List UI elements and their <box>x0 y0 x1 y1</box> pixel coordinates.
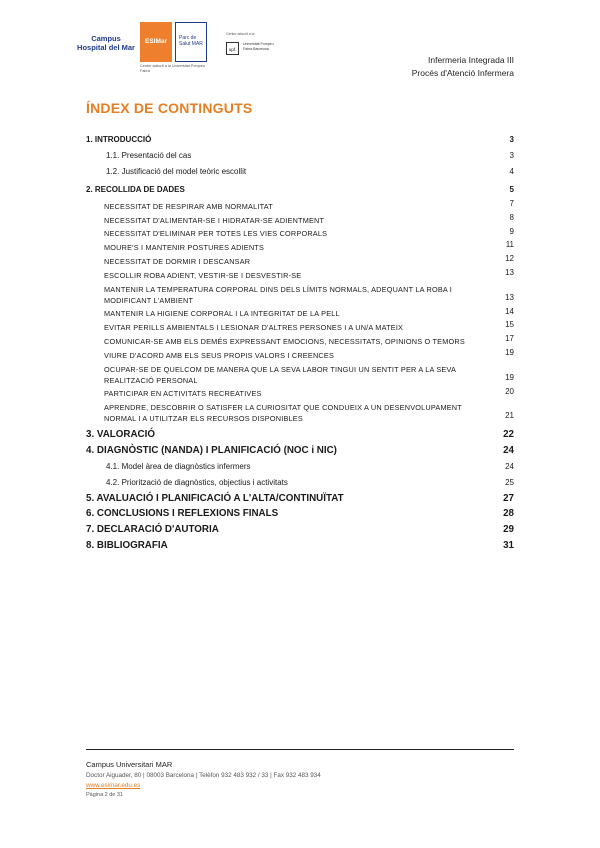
toc-entry-page: 22 <box>503 428 514 440</box>
header-course-info <box>412 54 514 80</box>
toc-entry[interactable] <box>86 148 514 164</box>
toc-entry[interactable] <box>86 388 514 399</box>
toc-entry-title: 1. INTRODUCCIÓ <box>86 135 152 144</box>
toc-entry-page: 21 <box>505 411 514 421</box>
toc-entry-title: EVITAR PERILLS AMBIENTALS I LESIONAR D'ALTRES PERSONES I A UN/A MATEIX <box>104 323 404 333</box>
toc-entry-title: 5. AVALUACIÓ I PLANIFICACIÓ A L'ALTA/CONTINUÏTAT <box>86 492 344 504</box>
toc-entry[interactable] <box>86 256 514 267</box>
toc-entry-page: 12 <box>505 254 514 264</box>
toc-entry[interactable] <box>86 201 514 212</box>
toc-entry-page: 8 <box>509 212 514 222</box>
toc-entry[interactable] <box>86 182 514 198</box>
esimar-logo: ESIMar <box>140 22 172 62</box>
toc-entry[interactable] <box>86 212 514 226</box>
toc-entry-page: 28 <box>503 508 514 520</box>
toc-entry-page: 7 <box>509 199 514 208</box>
toc-entry-page: 17 <box>505 334 514 344</box>
toc-entry[interactable] <box>86 132 514 148</box>
toc-entry[interactable] <box>86 347 514 361</box>
toc-entry-page: 27 <box>503 492 514 504</box>
campus-hospital-del-mar-logo: Campus Hospital del Mar <box>77 34 135 52</box>
toc-entry[interactable] <box>86 364 514 386</box>
toc-entry[interactable] <box>86 228 514 239</box>
toc-entry[interactable] <box>86 506 514 522</box>
toc-entry-page: 3 <box>509 135 514 144</box>
toc-entry-title: COMUNICAR-SE AMB ELS DEMÉS EXPRESSANT EMOCIONS, NECESSITATS, OPINIONS O TEMORS <box>104 336 465 346</box>
toc-entry[interactable] <box>86 322 514 333</box>
toc-entry-page: 14 <box>505 306 514 316</box>
toc-entry[interactable] <box>86 242 514 253</box>
toc-entry-page: 19 <box>505 372 514 382</box>
page-footer <box>86 759 514 800</box>
footer-website-link[interactable]: www.esimar.edu.es <box>86 782 141 789</box>
toc-entry-title: 2. RECOLLIDA DE DADES <box>86 185 185 194</box>
toc-entry[interactable] <box>86 164 514 180</box>
toc-entry-title: NECESSITAT DE DORMIR I DESCANSAR <box>104 256 251 266</box>
toc-entry-page: 4 <box>509 167 514 176</box>
toc-entry-page: 19 <box>505 347 514 357</box>
toc-entry[interactable] <box>86 443 514 459</box>
toc-entry[interactable] <box>86 522 514 538</box>
toc-entry-title: 6. CONCLUSIONS I REFLEXIONS FINALS <box>86 508 279 520</box>
toc-entry-title: 3. VALORACIÓ <box>86 428 155 440</box>
footer-divider <box>86 749 514 750</box>
toc-entry-title: NECESSITAT D'ALIMENTAR-SE I HIDRATAR-SE ADIENTMENT <box>104 215 325 225</box>
toc-entry-page: 3 <box>509 151 514 160</box>
toc-entry-title: ESCOLLIR ROBA ADIENT, VESTIR-SE I DESVESTIR-SE <box>104 270 302 280</box>
toc-entry[interactable] <box>86 267 514 281</box>
toc-entry[interactable] <box>86 308 514 319</box>
toc-entry[interactable] <box>86 475 514 491</box>
toc-entry[interactable] <box>86 459 514 475</box>
esimar-logo-subtext: Centre adscrit a la Universitat Pompeu Fabra <box>140 64 205 73</box>
toc-entry-title: PARTICIPAR EN ACTIVITATS RECREATIVES <box>104 389 262 399</box>
toc-entry-page: 5 <box>509 185 514 194</box>
toc-entry-title: NECESSITAT DE RESPIRAR AMB NORMALITAT <box>104 201 273 211</box>
toc-entry[interactable] <box>86 427 514 443</box>
toc-entry-page: 13 <box>505 292 514 302</box>
toc-entry-page: 15 <box>505 320 514 330</box>
toc-entry-title: 4. DIAGNÒSTIC (NANDA) I PLANIFICACIÓ (NOC i NIC) <box>86 444 337 456</box>
page-title: ÍNDEX DE CONTINGUTS <box>86 100 253 116</box>
toc-entry[interactable] <box>86 402 514 424</box>
toc-entry-page: 25 <box>505 477 514 487</box>
table-of-contents <box>86 130 514 554</box>
toc-entry[interactable] <box>86 538 514 554</box>
toc-entry-page: 24 <box>505 461 514 471</box>
upf-logo-name: Universitat Pompeu Fabra Barcelona <box>243 42 274 51</box>
toc-entry-title: 4.2. Priorització de diagnòstics, objectius i activitats <box>106 477 288 487</box>
footer-campus: Campus Universitari MAR <box>86 760 173 769</box>
toc-entry[interactable] <box>86 491 514 507</box>
course-name: Infermeria Integrada III <box>428 55 514 65</box>
toc-entry-title: 8. BIBLIOGRAFIA <box>86 539 168 551</box>
toc-entry-page: 29 <box>503 524 514 536</box>
toc-entry-title: 4.1. Model àrea de diagnòstics infermers <box>106 461 251 471</box>
toc-entry-page: 31 <box>503 539 514 551</box>
toc-entry[interactable] <box>86 284 514 306</box>
page-header <box>0 0 600 90</box>
toc-entry-title: MOURE'S I MANTENIR POSTURES ADIENTS <box>104 243 265 253</box>
toc-entry-page: 9 <box>509 226 514 236</box>
toc-entry-page: 24 <box>503 444 514 456</box>
upf-logo-caption: Centre adscrit a la <box>226 32 255 36</box>
toc-entry-page: 11 <box>505 240 514 250</box>
toc-entry-title: 1.2. Justificació del model teòric escollit <box>106 167 247 176</box>
toc-entry-title: NECESSITAT D'ELIMINAR PER TOTES LES VIES CORPORALS <box>104 229 328 239</box>
toc-entry-title: OCUPAR-SE DE QUELCOM DE MANERA QUE LA SEVA LABOR TINGUI UN SENTIT PER A LA SEVA REALITZACIÓ PERSONAL <box>104 364 456 385</box>
page-number: Pàgina 2 de 31 <box>86 792 124 798</box>
footer-address: Doctor Aiguader, 80 | 08003 Barcelona | Telèfon 932 483 932 / 33 | Fax 932 483 934 <box>86 772 321 779</box>
course-subtitle: Procés d'Atenció Infermera <box>411 68 514 78</box>
toc-entry-title: VIURE D'ACORD AMB ELS SEUS PROPIS VALORS I CREENCES <box>104 350 335 360</box>
parc-salut-mar-logo: Parc de Salut MAR <box>175 22 207 62</box>
upf-logo <box>226 32 278 62</box>
toc-entry[interactable] <box>86 336 514 347</box>
toc-entry-title: 1.1. Presentació del cas <box>106 151 192 160</box>
toc-entry-page: 20 <box>505 386 514 396</box>
toc-entry-title: MANTENIR LA HIGIENE CORPORAL I LA INTEGRITAT DE LA PELL <box>104 309 340 319</box>
toc-entry-title: APRENDRE, DESCOBRIR O SATISFER LA CURIOSITAT QUE CONDUEIX A UN DESENVOLUPAMENT NORMAL I A UTILITZAR ELS RECURSOS DISPONIBLES <box>104 403 462 424</box>
toc-entry-page: 13 <box>505 267 514 277</box>
upf-logo-mark: upf. <box>226 42 239 55</box>
toc-entry-title: 7. DECLARACIÓ D'AUTORIA <box>86 524 219 536</box>
toc-entry-title: MANTENIR LA TEMPERATURA CORPORAL DINS DELS LÍMITS NORMALS, ADEQUANT LA ROBA I MODIFICANT L'AMBIENT <box>104 284 453 305</box>
